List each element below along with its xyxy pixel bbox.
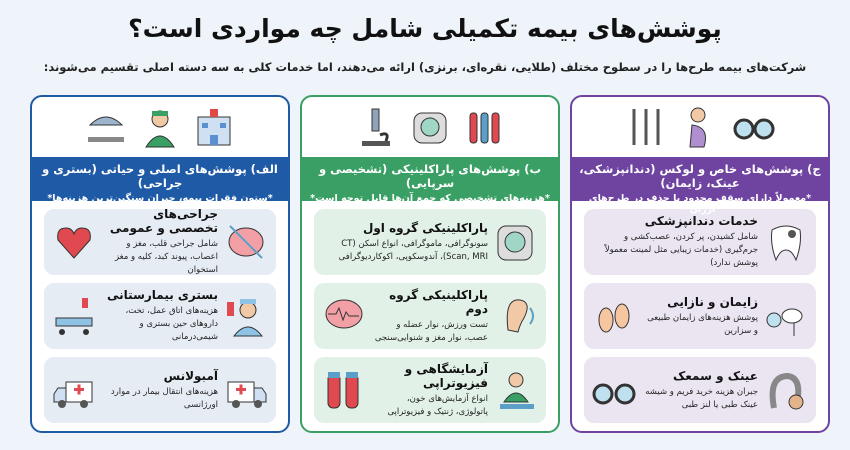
baby-feet-icon (592, 294, 636, 338)
brain-wave-icon (322, 294, 366, 338)
card-title: پاراکلینیکی گروه اول (362, 220, 488, 235)
ear-icon (494, 294, 538, 338)
hearing-aid-icon (764, 368, 808, 412)
card-ambulance (44, 357, 276, 423)
card-title: عینک و سمعک (672, 368, 758, 383)
surgery-lamp-icon (84, 105, 128, 149)
blood-tubes-icon (322, 368, 366, 412)
card-desc: سونوگرافی، ماموگرافی، انواع اسکن (CT Scan, MRI)، آندوسکوپی، اکوکاردیوگرافی (338, 238, 488, 262)
physiotherapy-icon (494, 368, 538, 412)
glasses-icon (732, 105, 776, 149)
card-surgery (44, 209, 276, 275)
ambulance-icon (52, 368, 96, 412)
column-icons (32, 97, 288, 157)
test-tubes-icon (462, 105, 506, 149)
card-desc: انواع آزمایش‌های خون، پاتولوژی، ژنتیک و فیزیوتراپی (387, 393, 488, 417)
hospital-icon (192, 105, 236, 149)
column-heading: الف) پوشش‌های اصلی و حیاتی (بستری و جراحی) (42, 162, 278, 190)
mri-scanner-icon (494, 220, 538, 264)
pregnant-woman-icon (678, 105, 722, 149)
column-note: *ستون فقرات بیمه، جبران سنگین‌ترین هزینه‌ها* (47, 193, 273, 204)
tooth-icon (764, 220, 808, 264)
heart-icon (52, 220, 96, 264)
card-childbirth (584, 283, 816, 349)
card-desc: شامل کشیدن، پر کردن، عصب‌کشی و جرم‌گیری (خدمات زیبایی مثل لمینت معمولاً پوشش ندارد) (604, 232, 758, 268)
card-desc: پوشش هزینه‌های زایمان طبیعی و سزارین (647, 312, 758, 336)
card-paraclinical-group-2 (314, 283, 546, 349)
stork-icon (764, 294, 808, 338)
card-title: زایمان و نازایی (667, 294, 758, 309)
column-paraclinical (300, 95, 560, 433)
card-title: آمبولانس (163, 368, 218, 383)
column-icons (572, 97, 828, 157)
card-title: بستری بیمارستانی (107, 288, 218, 302)
card-glasses-hearing (584, 357, 816, 423)
column-note: *هزینه‌های تشخیصی که جمع آن‌ها قابل توجه است* (310, 193, 550, 204)
glasses-icon (592, 368, 636, 412)
column-heading: ج) پوشش‌های خاص و لوکس (دندانپزشکی، عینک، زایمان) (579, 162, 821, 190)
card-desc: جبران هزینه خرید فریم و شیشه عینک طبی یا لنز طبی (645, 386, 758, 410)
card-lab-physio (314, 357, 546, 423)
column-note: *معمولاً دارای سقف محدود یا حذف در طرح‌های ارزان* (588, 193, 812, 215)
card-paraclinical-group-1 (314, 209, 546, 275)
card-desc: هزینه‌های اتاق عمل، تخت، داروهای حین بستری و شیمی‌درمانی (125, 306, 218, 342)
card-desc: تست ورزش، نوار عضله و عصب، نوار مغز و شنوایی‌سنجی (374, 319, 488, 343)
hospital-bed-icon (52, 294, 96, 338)
microscope-icon (354, 105, 398, 149)
brain-icon (224, 220, 268, 264)
card-title: آزمایشگاهی و فیزیوتراپی (404, 361, 488, 390)
card-title: خدمات دندانپزشکی (644, 214, 758, 228)
nurse-icon (224, 294, 268, 338)
page-subtitle: شرکت‌های بیمه طرح‌ها را در سطوح مختلف (طلایی، نقره‌ای، برنزی) ارائه می‌دهند، اما خدمات کلی به سه دسته اصلی تقسیم می‌شوند: (43, 60, 807, 74)
column-special-coverage (570, 95, 830, 433)
surgeon-icon (138, 105, 182, 149)
page-title: پوشش‌های بیمه تکمیلی شامل چه مواردی است؟ (128, 14, 722, 43)
column-main-coverage (30, 95, 290, 433)
ambulance-icon (224, 368, 268, 412)
dental-tools-icon (624, 105, 668, 149)
card-title: پاراکلینیکی گروه دوم (389, 287, 488, 316)
column-heading: ب) پوشش‌های پاراکلینیکی (تشخیصی و سرپایی) (318, 162, 542, 190)
card-desc: شامل جراحی قلب، مغز و اعصاب، پیوند کبد، کلیه و مغز استخوان (114, 239, 218, 275)
card-hospitalization (44, 283, 276, 349)
column-icons (302, 97, 558, 157)
card-dental (584, 209, 816, 275)
mri-scanner-icon (408, 105, 452, 149)
card-desc: هزینه‌های انتقال بیمار در موارد اورژانسی (110, 386, 218, 410)
card-title: جراحی‌های تخصصی و عمومی (109, 207, 218, 235)
